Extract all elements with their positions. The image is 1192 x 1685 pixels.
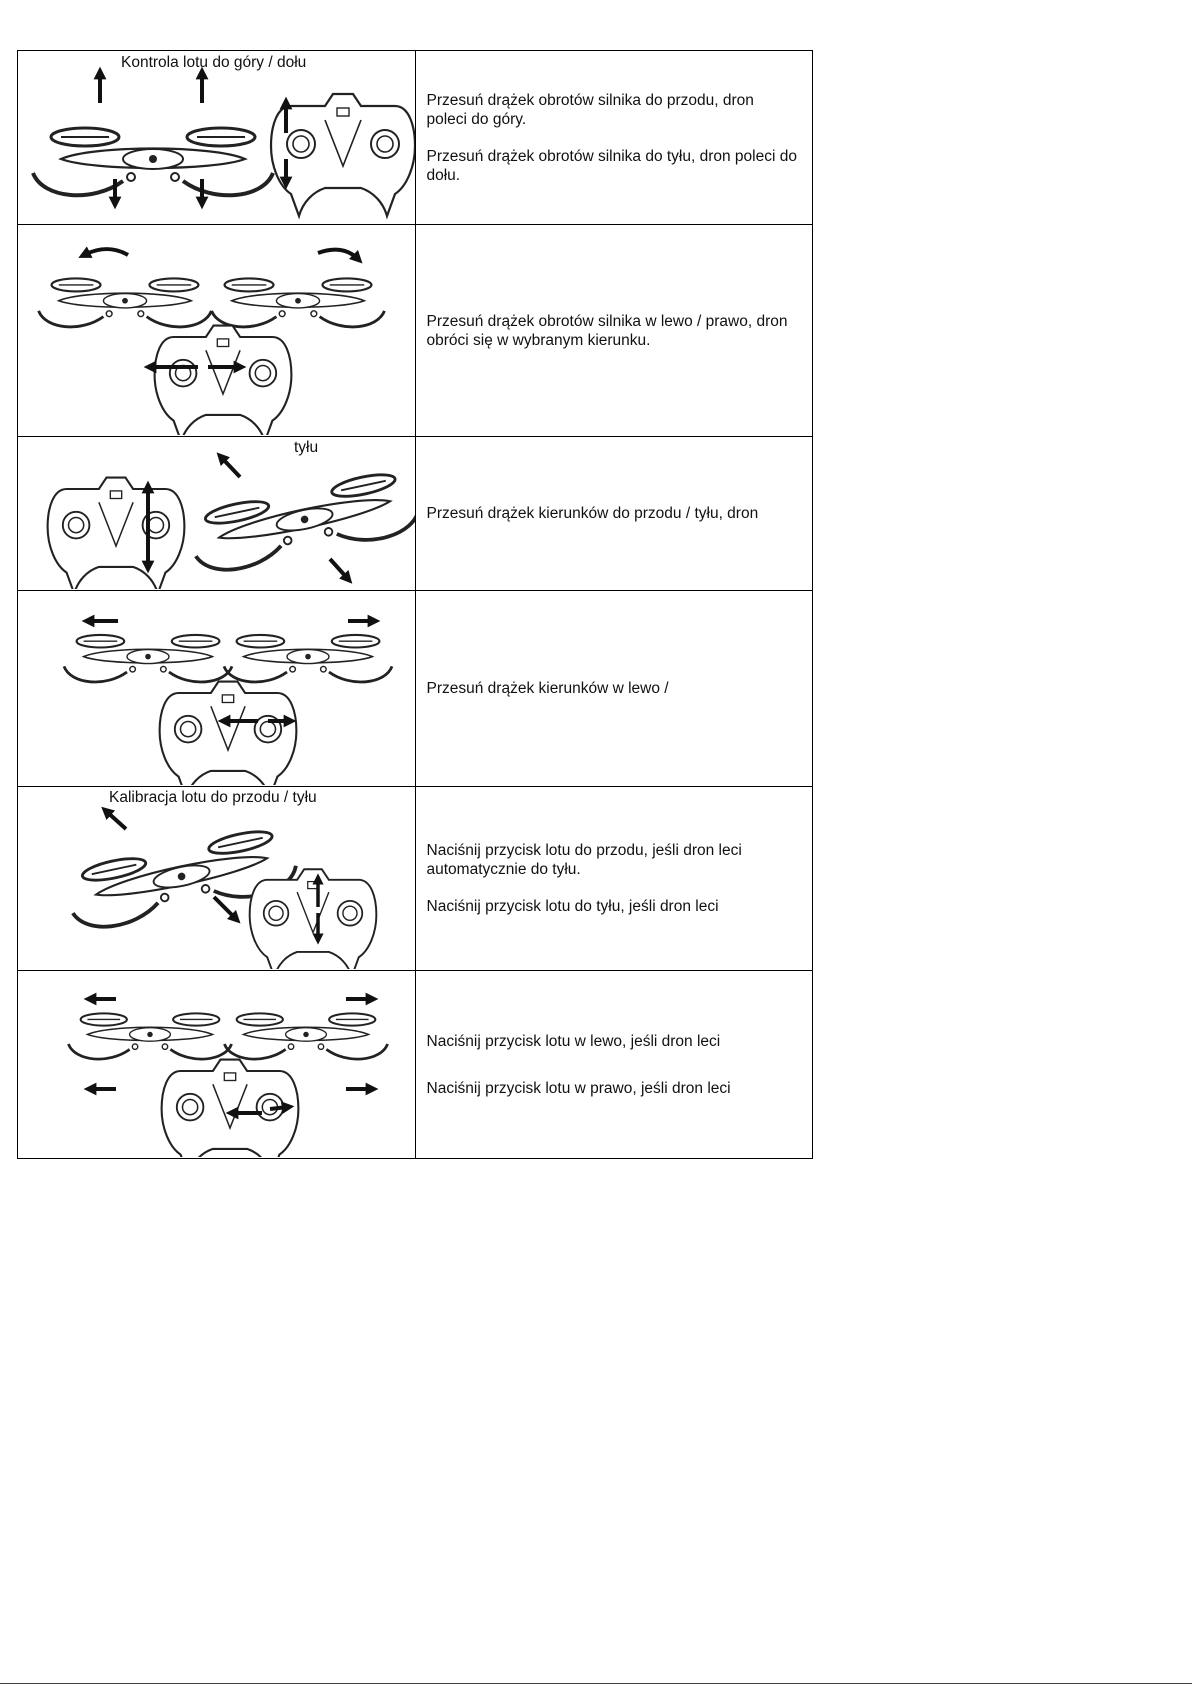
page-bottom-rule	[0, 1683, 1192, 1684]
illustration-label: tyłu	[294, 439, 319, 456]
description-cell	[415, 437, 813, 591]
instruction-table	[17, 50, 813, 1159]
illustration-cell	[18, 225, 416, 437]
description-text: Przesuń drążek obrotów silnika do tyłu, dron poleci do dołu.	[426, 147, 797, 184]
description-cell	[415, 591, 813, 787]
description-cell	[415, 51, 813, 225]
description-text: Przesuń drążek obrotów silnika do przodu, dron poleci do góry.	[426, 91, 754, 128]
table-row	[18, 591, 813, 787]
rotate-illustration	[18, 225, 415, 435]
description-cell	[415, 971, 813, 1159]
table-row	[18, 437, 813, 591]
description-text: Przesuń drążek obrotów silnika w lewo / prawo, dron obróci się w wybranym kierunku.	[426, 312, 788, 349]
illustration-cell	[18, 787, 416, 971]
illustration-cell	[18, 591, 416, 787]
illustration-cell	[18, 971, 416, 1159]
forward-back-trim-illustration	[18, 787, 415, 969]
description-text: Przesuń drążek kierunków do przodu / tyłu, dron	[426, 505, 759, 522]
left-right-illustration	[18, 591, 415, 785]
description-text: Naciśnij przycisk lotu w prawo, jeśli dron leci	[426, 1079, 731, 1097]
description-cell	[415, 225, 813, 437]
description-text: Naciśnij przycisk lotu w lewo, jeśli dron leci	[426, 1032, 721, 1050]
description-text: Przesuń drążek kierunków w lewo /	[426, 680, 669, 697]
table-row	[18, 787, 813, 971]
forward-back-illustration	[18, 437, 415, 589]
illustration-label: Kalibracja lotu do przodu / tyłu	[109, 789, 317, 806]
description-text: Naciśnij przycisk lotu do tyłu, jeśli dron leci	[426, 898, 719, 915]
description-cell	[415, 787, 813, 971]
left-right-trim-illustration	[18, 971, 415, 1157]
illustration-cell	[18, 51, 416, 225]
up-down-illustration	[18, 51, 415, 223]
table-row	[18, 971, 813, 1159]
illustration-label: Kontrola lotu do góry / dołu	[121, 54, 307, 71]
description-text: Naciśnij przycisk lotu do przodu, jeśli dron leci automatycznie do tyłu.	[426, 842, 742, 878]
illustration-cell	[18, 437, 416, 591]
table-row	[18, 225, 813, 437]
table-row	[18, 51, 813, 225]
